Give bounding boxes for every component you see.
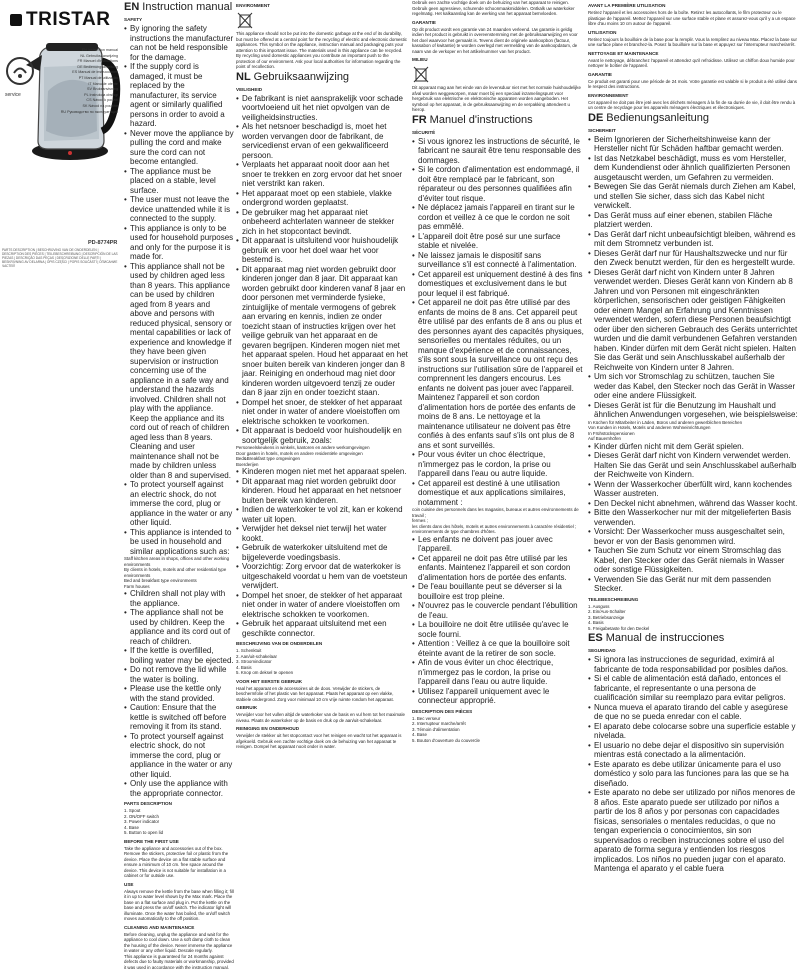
es-section-title [588,632,798,645]
nl-column [236,0,408,575]
fr-lang-code: FR [412,114,427,126]
list-item: coin cuisine des personnels dans les magasins, bureaux et autres environnements de travail ; [412,507,584,518]
list-item: 5. Freigabetaste für den Deckel [588,626,798,632]
list-item: 1. Spout [124,808,234,814]
footer-addresses: PARTS DESCRIPTION | BESCHRIJVING VAN DE ONDERDELEN | DESCRIPTION DES PIÈCES | TEILEBESCHREIBUNG | DESCRIPCIÓN DE LAS PIEZAS | DESCRIÇÃO DAS PEÇAS | DESCRIZIONE DELLE PARTI | BESKRIVNING AV DELARNA | OPIS CZĘŚCI | POPIS SOUČÁSTÍ | ОПИСАНИЕ ЧАСТЕЙ [2,248,120,268]
de-title: Bedienungsanleitung [606,112,709,124]
de-safety-list [588,135,798,420]
list-item: • Si le cordon d'alimentation est endommagé, il doit être remplacé par le fabricant, son réparateur ou des personnes qualifiées afin d'éviter tout risque. [418,165,584,203]
nl-safety-list-2 [236,467,408,638]
list-item: 5. Bouton d'ouverture du couvercle [412,738,584,744]
list-item: • Dit apparaat mag niet worden gebruikt door kinderen jonger dan 8 jaar. Dit apparaat kan worden gebruikt door kinderen vanaf 8 jaar en door personen met verminderde fysieke, zintuiglijke of mentale vermogens of gebrek aan ervaring en kennis, indien ze onder toezicht staan of instructies krijgen over het veilige gebruik van het apparaat en de gevaren begrijpen. Kinderen mogen niet met het apparaat spelen. Houd het apparaat en het snoer buiten bereik van kinderen jonger dan 8 jaar. Reiniging en onderhoud mag niet door kinderen worden uitgevoerd tenzij ze ouder dan 8 jaar zijn en onder toezicht staan. [242,265,408,398]
list-item: • Si ignora las instrucciones de seguridad, eximirá al fabricante de toda responsabilidad por posibles daños. [594,655,798,674]
list-item: In Küchen für Mitarbeiter in Läden, Büros und anderen gewerblichen Bereichen [588,420,798,426]
nl-clean-text-cont: Gebruik een zachte vochtige doek om de behuizing van het apparaat te reinigen. Gebruik geen agressieve, schurende schoonmaakmiddelen. Ontkalk uw waterkoker regelmatig. Het kalkaanslag kan de werking van het apparaat beïnvloeden. [412,0,584,17]
list-item: 1. Schenktuit [236,648,408,654]
language-item: ES Manual de instrucciones [6,70,118,76]
fr-use-text: Retirez toujours la bouilloire de la base pour la remplir. Vous la remplirez au niveau Max. Placez la base sur une surface plane et branchez-la. Posez la bouilloire sur la base et appuyez sur l'interrupteur marche/arrêt. [588,37,798,48]
list-item: • Als het netsnoer beschadigd is, moet het worden vervangen door de fabrikant, de servicedienst ervan of een gekwalificeerd persoon. [242,122,408,160]
list-item: • Cet appareil ne doit pas être utilisé par des enfants de moins de 8 ans. Cet appareil peut être utilisé par des enfants de 8 ans ou plus et des personnes ayant des capacités physiques, sensorielles ou mentales réduites, ou un manque d'expérience et de connaissances, s'ils sont sous la surveillance ou ont reçu des instructions sur l'utilisation sûre de l'appareil et comprennent les dangers encourus. Les enfants ne doivent pas jouer avec l'appareil. Maintenez l'appareil et son cordon d'alimentation hors de portée des enfants de moins de 8 ans. Le nettoyage et la maintenance utilisateur ne doivent pas être confiés à des enfants sauf s'ils ont plus de 8 ans et sont surveillés. [418,298,584,450]
list-item: • Dit apparaat is bedoeld voor huishoudelijk en soortgelijk gebruik, zoals: [242,426,408,445]
fr-clean-text: Avant le nettoyage, débranchez l'appareil et attendez qu'il refroidisse. Utilisez un chiffon doux humide pour nettoyer le boîtier de l'appareil. [588,58,798,69]
en-lang-code: EN [124,1,139,13]
en-title: Instruction manual [142,1,232,13]
nl-safety-heading: VEILIGHEID [236,87,408,93]
list-item: • Nunca mueva el aparato tirando del cable y asegúrese de que no se pueda enredar con el cable. [594,703,798,722]
list-item: • Dompel het snoer, de stekker of het apparaat niet onder in water of andere vloeistoffen om elektrische schokken te voorkomen. [242,591,408,620]
list-item: • Cet appareil ne doit pas être utilisé par les enfants. Maintenez l'appareil et son cordon d'alimentation hors de portée des enfants. [418,554,584,583]
list-item: • Ist das Netzkabel beschädigt, muss es vom Hersteller, dem Kundendienst oder ähnlich qualifizierten Personen ausgetauscht werden, um Gefahren zu vermeiden. [594,154,798,183]
nl-title: Gebruiksaanwijzing [254,71,349,83]
list-item: Bed and breakfast type environments [124,578,234,584]
language-item: PT Manual de utilização [6,76,118,82]
list-item: Von Kunden in Hotels, Motels und anderen Wohneinrichtungen [588,425,798,431]
fr-safety-list [412,137,584,508]
fr-parts-list [412,716,584,744]
nl-section-title [236,71,408,84]
en-clean-text: Before cleaning, unplug the appliance and wait for the appliance to cool down. Use a soft damp cloth to clean the housing of the device. Never immerse the appliance in water or any other liquid. Descale regularly. [124,932,234,954]
list-item: • Das Gerät darf nicht unbeaufsichtigt bleiben, während es mit dem Stromnetz verbunden ist. [594,230,798,249]
list-item: • Children shall not play with the appliance. [130,589,234,608]
en-column [124,0,234,575]
nl-parts-heading: BESCHRIJVING VAN DE ONDERDELEN [236,641,408,647]
nl-before-text: Haal het apparaat en de accessoires uit de doos. Verwijder de stickers, de beschermfolie of het plastic van het apparaat. Plaats het apparaat op een vlakke, stabiele ondergrond. Zorg voor minimaal 10 cm vrije ruimte rondom het apparaat. [236,686,408,703]
list-item: • Indien de waterkoker te vol zit, kan er kokend water uit lopen. [242,505,408,524]
list-item: • This appliance is only to be used for household purposes and only for the purpose it is made for. [130,224,234,262]
list-item: • Bewegen Sie das Gerät niemals durch Ziehen am Kabel, und stellen Sie sicher, dass sich das Kabel nicht verwickelt. [594,182,798,211]
fr-garantie-heading: GARANTIE [588,72,798,78]
es-title: Manual de instrucciones [606,632,725,644]
language-item: NL Gebruiksaanwijzing [6,54,118,60]
es-safety-list [588,655,798,874]
fr-title: Manuel d'instructions [430,114,533,126]
nl-use-heading: GEBRUIK [236,705,408,711]
language-list [6,48,118,115]
en-parts-list [124,808,234,836]
nl-parts-list [236,648,408,676]
list-item: Farm houses [124,584,234,590]
language-item: DE Bedienungsanleitung [6,65,118,71]
waste-bin-icon [236,11,254,29]
list-item: • Wenn der Wasserkocher überfüllt wird, kann kochendes Wasser austreten. [594,480,798,499]
list-item: • Verplaats het apparaat nooit door aan het snoer te trekken en zorg ervoor dat het snoer niet verstrikt kan raken. [242,160,408,189]
list-item: 4. Basis [236,665,408,671]
list-item: • Dieses Gerät darf nur für Haushaltszwecke und nur für den Zweck benutzt werden, für den es hergestellt wurde. [594,249,798,268]
list-item: • Afin de vous éviter un choc électrique, n'immergez pas le cordon, la prise ou l'appareil dans l'eau ou autre liquide. [418,658,584,687]
list-item: • Si el cable de alimentación está dañado, entonces el fabricante, el representante o una persona de cualificación similar su reemplazo para evitar peligros. [594,674,798,703]
list-item: • Never move the appliance by pulling the cord and make sure the cord can not become entangled. [130,129,234,167]
list-item: 5. Button to open lid [124,830,234,836]
language-item: EN Instruction manual [6,48,118,54]
fr-before-text: Retirez l'appareil et les accessoires hors de la boîte. Retirez les autocollants, le film protecteur ou le plastique de l'appareil. Mettez l'appareil sur une surface stable et plane et assurez-vous qu'il y a un espace libre d'au moins 10 cm autour de l'appareil. [588,10,798,27]
list-item: • Vorsicht: Der Wasserkocher muss ausgeschaltet sein, bevor er von der Basis genommen wird. [594,527,798,546]
fr-clean-heading: NETTOYAGE ET MAINTENANCE [588,51,798,57]
en-examples [124,556,234,589]
list-item: 5. Knop om deksel te openen [236,670,408,676]
language-item: SK Návod na použitie [6,104,118,110]
list-item: In Frühstückspensionen [588,431,798,437]
list-item: 2. Aan/uit-schakelaar [236,654,408,660]
list-item: fermes ; [412,518,584,524]
de-parts-heading: TEILEBESCHREIBUNG [588,597,798,603]
list-item: 4. Base [412,732,584,738]
language-item: PL Instrukcja obsługi [6,93,118,99]
fr-section-title [412,114,584,127]
list-item: • Dit apparaat mag niet worden gebruikt door kinderen. Houd het apparaat en het netsnoer buiten bereik van kinderen. [242,477,408,506]
list-item: environnements de type chambres d'hôtes. [412,529,584,535]
nl-garantie-text: Op dit product wordt een garantie van 24 maanden verleend. Uw garantie is geldig indien het product is gebruikt in overeenstemming met de gebruiksaanwijzing en voor het doel waarvoor het gemaakt is. Tevens dient de originele aankoopbon (factuur, kassabon of kwitantie) te worden overlegd met vermelding van de aankoopdatum, de naam van de verkoper en het artikelnummer van het product. [412,27,584,55]
nl-lang-code: NL [236,71,251,83]
logo-mark-icon [10,14,22,26]
list-item: • If the supply cord is damaged, it must be replaced by the manufacturer, its service agent or similarly qualified persons in order to avoid a hazard. [130,62,234,129]
list-item: • Only use the appliance with the appropriate connector. [130,779,234,798]
list-item: • Tauchen Sie zum Schutz vor einem Stromschlag das Kabel, den Stecker oder das Gerät niemals in Wasser oder sonstige Flüssigkeiten. [594,546,798,575]
en-safety-list [124,24,234,556]
list-item: 1. Ausguss [588,604,798,610]
language-item: SV Bruksanvisning [6,87,118,93]
list-item: • L'appareil doit être posé sur une surface stable et nivelée. [418,232,584,251]
en-parts-heading: PARTS DESCRIPTION [124,801,234,807]
list-item: • Das Gerät muss auf einer ebenen, stabilen Fläche platziert werden. [594,211,798,230]
list-item: • Den Deckel nicht abnehmen, während das Wasser kocht. [594,499,798,509]
language-item: FR Manuel d'instructions [6,59,118,65]
de-safety-list-2 [588,442,798,594]
list-item: • N'ouvrez pas le couvercle pendant l'ébullition de l'eau. [418,601,584,620]
list-item: • Voorzichtig: Zorg ervoor dat de waterkoker is uitgeschakeld voordat u hem van de voetsteun verwijdert. [242,562,408,591]
list-item: • Si vous ignorez les instructions de sécurité, le fabricant ne saurait être tenu responsable des dommages. [418,137,584,166]
brand-logo: TRISTAR [10,9,110,31]
cover-column [0,0,122,575]
list-item: • Cet appareil est uniquement destiné à des fins domestiques et exclusivement dans le but pour lequel il est fabriqué. [418,270,584,299]
fr-parts-heading: DESCRIPTION DES PIÈCES [412,709,584,715]
list-item: • Cet appareil est destiné à une utilisation domestique et aux applications similaires, notamment : [418,479,584,508]
de-column [588,0,798,575]
nl-milieu-text: Dit apparaat mag aan het einde van de levensduur niet met het normale huishoudelijke afval worden weggeworpen, maar moet bij een speciaal inzamelingspunt voor hergebruik van elektrische en elektronische apparaten worden aangeboden. Het symbool op het apparaat, in de gebruiksaanwijzing en de verpakking attendeert u hierop. [412,85,584,113]
list-item: Boerderijen [236,462,408,468]
es-lang-code: ES [588,632,603,644]
list-item: • This appliance shall not be used by children aged less than 8 years. This appliance can be used by children aged from 8 years and above and persons with reduced physical, sensory or mental capabilities or lack of experience and knowledge if they have been given supervision or instruction concerning use of the appliance in a safe way and understand the hazards involved. Children shall not play with the appliance. Keep the appliance and its cord out of reach of children aged less than 8 years. Cleaning and user maintenance shall not be made by children unless older than 8 and supervised. [130,262,234,481]
list-item: • Kinderen mogen niet met het apparaat spelen. [242,467,408,477]
en-safety-heading: SAFETY [124,17,234,23]
nl-clean-heading: REINIGING EN ONDERHOUD [236,726,408,732]
waste-bin-icon [412,65,430,83]
list-item: • Dieses Gerät darf nicht von Kindern verwendet werden. Halten Sie das Gerät und sein Anschlusskabel außerhalb der Reichweite von Kindern. [594,451,798,480]
nl-clean-text: Verwijder de stekker uit het stopcontact voor het reinigen en wacht tot het apparaat is afgekoeld. Gebruik een zachte vochtige doek om de behuizing van het apparaat te reinigen. Dompel het apparaat nooit onder in water. [236,733,408,750]
en-env-text: This appliance should not be put into the domestic garbage at the end of its durability, but must be offered at a central point for the recycling of electric and electronic domestic appliances. This symbol on the appliance, instruction manual and packaging puts your attention to this important issue. The materials used in this appliance can be recycled. By recycling used domestic appliances you contribute an important push to the protection of our environment. Ask your local authorities for information regarding the point of recollection. [236,31,408,70]
fr-column [412,0,584,575]
list-item: • Este aparato no debe ser utilizado por niños menores de 8 años. Este aparato puede ser utilizado por niños a partir de los 8 años y por personas con capacidades físicas, sensoriales o mentales reducidas, o que no tengan experiencia o conocimientos, sin son supervisados o reciben instrucciones sobre el uso del aparato de forma segura y entienden los riesgos implicados. Los niños no pueden jugar con el aparato. Mantenga el aparato y el cable fuera [594,788,798,874]
list-item: 2. ON/OFF switch [124,814,234,820]
list-item: Door gasten in hotels, motels en andere residentiële omgevingen [236,451,408,457]
list-item: • Bitte den Wasserkocher nur mit der mitgelieferten Basis verwenden. [594,508,798,527]
list-item: • El aparato debe colocarse sobre una superficie estable y nivelada. [594,722,798,741]
list-item: 4. Basis [588,620,798,626]
nl-milieu-heading: MILIEU [412,57,584,63]
list-item: • Dit apparaat is uitsluitend voor huishoudelijk gebruik en voor het doel waar het voor bestemd is. [242,236,408,265]
list-item: • If the kettle is overfilled, boiling water may be ejected. [130,646,234,665]
nl-use-text: Verwijder voor het vullen altijd de waterkoker van de basis en vul hem tot het maximale niveau. Plaats de waterkoker op de basis en druk op de aan/uit-schakelaar. [236,712,408,723]
nl-safety-list [236,94,408,446]
de-section-title [588,112,798,125]
en-safety-list-2 [124,589,234,798]
list-item: • Kinder dürfen nicht mit dem Gerät spielen. [594,442,798,452]
de-examples [588,420,798,442]
list-item: 2. Interrupteur marche/arrêt [412,721,584,727]
fr-safety-list-2 [412,535,584,706]
language-item: CS Návod k použití [6,98,118,104]
list-item: • Pour vous éviter un choc électrique, n'immergez pas le cordon, la prise ou l'appareil dans l'eau ou autre liquide. [418,450,584,479]
list-item: • Utilisez l'appareil uniquement avec le connecteur approprié. [418,687,584,706]
list-item: 4. Base [124,825,234,831]
en-env-heading: ENVIRONMENT [236,3,408,9]
en-use-text: Always remove the kettle from the base when filling it; fill it in up to water level shown by the Max mark. Place the base on a flat surface and plug in. Put the kettle on the base and press the on/off switch. The indicator light will illuminate. Once the water has boiled, the on/off switch moves automatically to the off position. [124,889,234,922]
list-item: Personeelskeukens in winkels, kantoren en andere werkomgevingen [236,445,408,451]
list-item: • The user must not leave the device unattended while it is connected to the supply. [130,195,234,224]
list-item: • To protect yourself against electric shock, do not immerse the cord, plug or appliance in the water or any other liquid. [130,732,234,780]
list-item: • La bouilloire ne doit être utilisée qu'avec le socle fourni. [418,620,584,639]
en-clean-heading: CLEANING AND MAINTENANCE [124,925,234,931]
en-section-title [124,1,234,14]
fr-env-text: Cet appareil ne doit pas être jeté avec les déchets ménagers à la fin de sa durée de vie, il doit être rendu à un centre de recyclage pour les appareils ménagers électriques et électroniques. [588,100,798,111]
list-item: • This appliance is intended to be used in household and similar applications such as: [130,528,234,557]
list-item: • Este aparato es debe utilizar únicamente para el uso doméstico y solo para las funciones para las que se ha diseñado. [594,760,798,789]
list-item: • The appliance must be placed on a stable, level surface. [130,167,234,196]
list-item: • Do not remove the lid while the water is boiling. [130,665,234,684]
list-item: 3. Stroomindicator [236,659,408,665]
language-item: IT Manuale utente [6,82,118,88]
fr-examples [412,507,584,535]
list-item: • De l'eau bouillante peut se déverser si la bouilloire est trop pleine. [418,582,584,601]
list-item: • Um sich vor Stromschlag zu schützen, tauchen Sie weder das Kabel, den Stecker noch das Gerät in Wasser oder eine andere Flüssigkeit. [594,372,798,401]
list-item: • Beim Ignorieren der Sicherheitshinweise kann der Hersteller nicht für Schäden haftbar gemacht werden. [594,135,798,154]
fr-garantie-text: Ce produit est garanti pour une période de 24 mois. Votre garantie est valable si le produit a été utilisé dans le respect des instructions. [588,79,798,90]
es-safety-heading: SEGURIDAD [588,648,798,654]
de-lang-code: DE [588,112,603,124]
en-before-heading: BEFORE THE FIRST USE [124,839,234,845]
list-item: Bed&Breakfast type omgevingen [236,456,408,462]
de-parts-list [588,604,798,632]
language-item: RU Руководство по эксплуатации [6,110,118,116]
nl-examples [236,445,408,467]
list-item: • Dompel het snoer, de stekker of het apparaat niet onder in water of andere vloeistoffen om elektrische schokken te voorkomen. [242,398,408,427]
list-item: 3. Betriebsanzeige [588,615,798,621]
list-item: 3. Témoin d'alimentation [412,727,584,733]
list-item: • De fabrikant is niet aansprakelijk voor schade voortvloeiend uit het niet opvolgen van de veiligheidsinstructies. [242,94,408,123]
service-label: service [5,92,21,98]
nl-before-heading: VOOR HET EERSTE GEBRUIK [236,679,408,685]
nl-garantie-heading: GARANTIE [412,20,584,26]
list-item: • Ne laissez jamais le dispositif sans surveillance s'il est connecté à l'alimentation. [418,251,584,270]
en-before-text: Take the appliance and accessories out of the box. Remove the stickers, protective foil or plastic from the device. Place the device on a flat stable surface and ensure a minimum of 10 cm. free space around the device. This device is not suitable for installation in a cabinet or for outside use. [124,846,234,879]
fr-safety-heading: SÉCURITÉ [412,130,584,136]
list-item: • Ne déplacez jamais l'appareil en tirant sur le cordon et veillez à ce que le cordon ne soit pas emmêlé. [418,203,584,232]
list-item: • Gebruik de waterkoker uitsluitend met de bijgeleverde voedingsbasis. [242,543,408,562]
de-safety-heading: SICHERHEIT [588,128,798,134]
list-item: • Please use the kettle only with the stand provided. [130,684,234,703]
list-item: Staff kitchen areas in shops, offices and other working environments [124,556,234,567]
list-item: 3. Power indicator [124,819,234,825]
list-item: • Verwijder het deksel niet terwijl het water kookt. [242,524,408,543]
list-item: Auf Bauernhöfen [588,436,798,442]
list-item: • The appliance shall not be used by children. Keep the appliance and its cord out of reach of children. [130,608,234,646]
list-item: • To protect yourself against an electric shock, do not immerse the cord, plug or appliance in the water or any other liquid. [130,480,234,528]
list-item: 1. Bec verseur [412,716,584,722]
list-item: • Dieses Gerät darf nicht von Kindern unter 8 Jahren verwendet werden. Dieses Gerät kann von Kindern ab 8 Jahren und von Personen mit eingeschränkten körperlichen, sensorischen oder geistigen Fähigkeiten oder einem Mangel an Erfahrung und Kenntnissen verwendet werden, sofern diese Personen beaufsichtigt oder über den sicheren Gebrauch des Geräts unterrichtet wurden und die damit verbundenen Gefahren verstanden haben. Kinder dürfen mit dem Gerät nicht spielen. Halten Sie das Gerät und sein Anschlusskabel außerhalb der Reichweite von Kindern unter 8 Jahren. [594,268,798,373]
list-item: les clients dans des hôtels, motels et autres environnements à caractère résidentiel ; [412,524,584,530]
list-item: • Verwenden Sie das Gerät nur mit dem passenden Stecker. [594,575,798,594]
fr-before-heading: AVANT LA PREMIÈRE UTILISATION [588,3,798,9]
fr-env-heading: ENVIRONNEMENT [588,93,798,99]
list-item: • El usuario no debe dejar el dispositivo sin supervisión mientras está conectado a la alimentación. [594,741,798,760]
list-item: • Attention : Veillez à ce que la bouilloire soit éteinte avant de la retirer de son socle. [418,639,584,658]
list-item: • By ignoring the safety instructions the manufacturer can not be held responsible for the damage. [130,24,234,62]
list-item: By clients in hotels, motels and other residential type environments [124,567,234,578]
list-item: • De gebruiker mag het apparaat niet onbeheerd achterlaten wanneer de stekker zich in het stopcontact bevindt. [242,208,408,237]
list-item: • Dieses Gerät ist für die Benutzung im Haushalt und ähnlichen Anwendungen vorgesehen, wie beispielsweise: [594,401,798,420]
list-item: • Het apparaat moet op een stabiele, vlakke ondergrond worden geplaatst. [242,189,408,208]
list-item: • Gebruik het apparaat uitsluitend met een geschikte connector. [242,619,408,638]
model-number: PD-8774PR [88,240,117,246]
en-use-heading: USE [124,882,234,888]
fr-use-heading: UTILISATION [588,30,798,36]
list-item: • Les enfants ne doivent pas jouer avec l'appareil. [418,535,584,554]
list-item: • Caution: Ensure that the kettle is switched off before removing it from its stand. [130,703,234,732]
en-guarantee-text: This appliance is guaranteed for 24 months against defects due to faulty materials or workmanship, provided it was used in accordance with the instruction manual. [124,954,234,970]
list-item: 2. Ein/Aus-Schalter [588,609,798,615]
